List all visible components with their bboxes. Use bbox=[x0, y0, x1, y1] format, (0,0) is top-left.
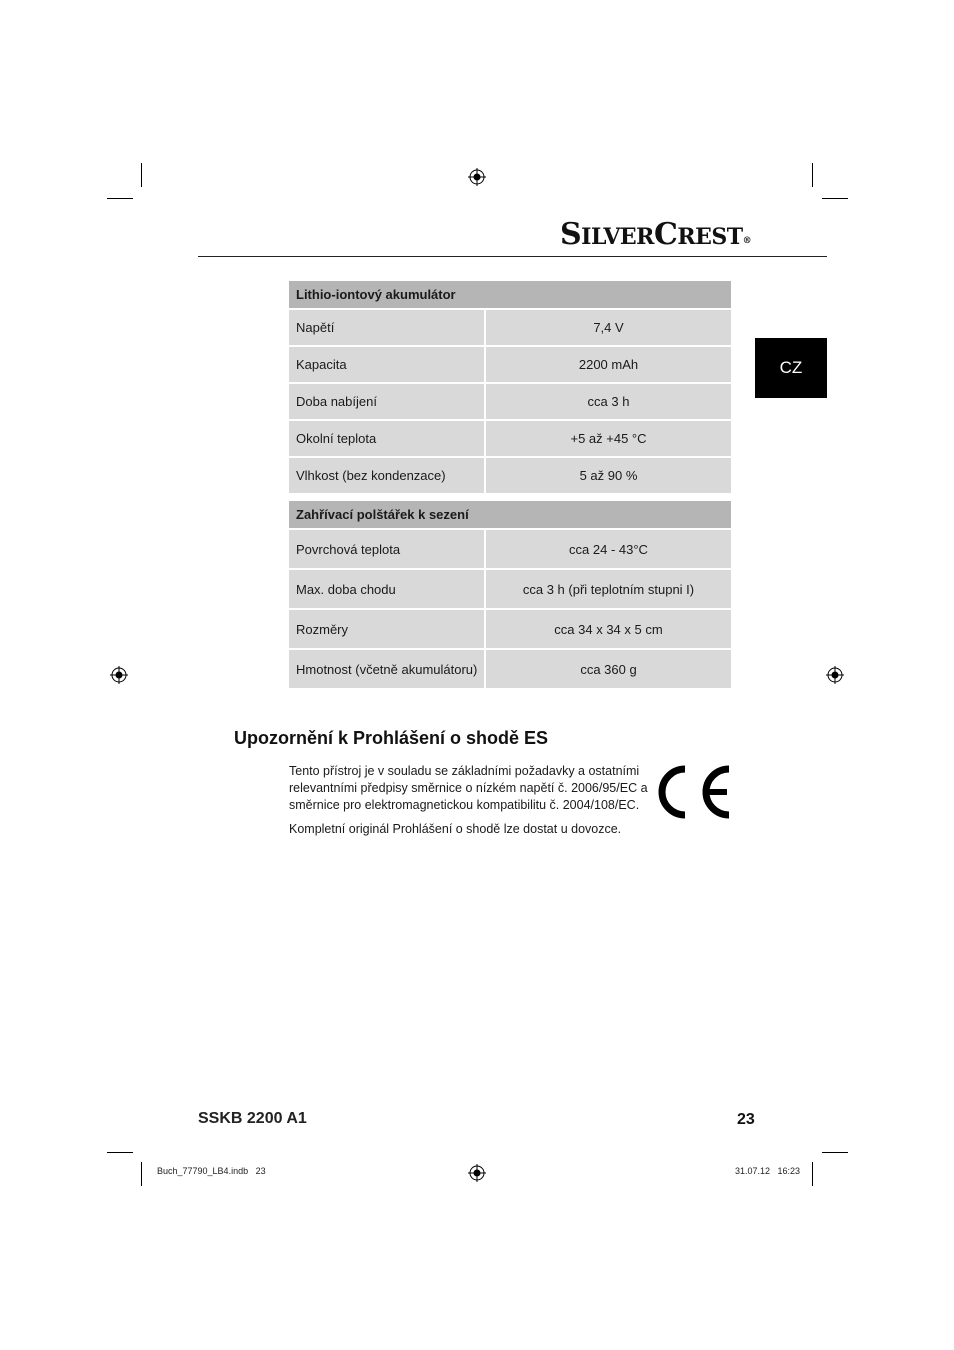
conformity-paragraph: Tento přístroj je v souladu se základními požadavky a ostatními relevantními předpisy směrnice o nízkém napětí č. 2006/95/EC a směrnice pro elektromagnetickou kompatibilitu č. 2004/108/EC. bbox=[289, 764, 648, 812]
table-row bbox=[289, 421, 731, 458]
ce-mark-icon bbox=[655, 763, 733, 821]
spec-label: Napětí bbox=[289, 310, 484, 347]
table-header-row bbox=[289, 281, 731, 310]
logo-text: REST bbox=[677, 224, 743, 250]
spec-label: Rozměry bbox=[289, 610, 484, 650]
section-heading: Upozornění k Prohlášení o shodě ES bbox=[234, 728, 549, 748]
crop-mark bbox=[107, 198, 133, 199]
registration-mark-icon bbox=[468, 1164, 486, 1182]
spec-value: 5 až 90 % bbox=[484, 458, 731, 495]
slug-file: Buch_77790_LB4.indb 23 bbox=[157, 1166, 266, 1176]
crop-mark bbox=[822, 1152, 848, 1153]
slug-date: 31.07.12 16:23 bbox=[735, 1166, 801, 1176]
crop-mark bbox=[822, 198, 848, 199]
crop-mark bbox=[812, 163, 813, 187]
conformity-paragraph: Kompletní originál Prohlášení o shodě lze dostat u dovozce. bbox=[289, 822, 622, 836]
heating-pad-spec-table bbox=[289, 501, 731, 690]
registration-mark-icon bbox=[468, 168, 486, 186]
spec-value: +5 až +45 °C bbox=[484, 421, 731, 458]
crop-mark bbox=[107, 1152, 133, 1153]
table-row bbox=[289, 570, 731, 610]
table-header: Lithio-iontový akumulátor bbox=[289, 281, 731, 310]
table-row bbox=[289, 310, 731, 347]
header-rule bbox=[198, 256, 827, 257]
spec-label: Max. doba chodu bbox=[289, 570, 484, 610]
spec-label: Okolní teplota bbox=[289, 421, 484, 458]
spec-label: Doba nabíjení bbox=[289, 384, 484, 421]
table-row bbox=[289, 347, 731, 384]
spec-value: 7,4 V bbox=[484, 310, 731, 347]
brand-logo bbox=[560, 218, 760, 252]
spec-value: cca 360 g bbox=[484, 650, 731, 690]
registration-mark-icon bbox=[110, 666, 128, 684]
crop-mark bbox=[141, 163, 142, 187]
table-row bbox=[289, 610, 731, 650]
spec-label: Vlhkost (bez kondenzace) bbox=[289, 458, 484, 495]
logo-letter: C bbox=[653, 217, 678, 252]
logo-letter: S bbox=[560, 217, 582, 252]
language-tab bbox=[755, 338, 827, 398]
spec-value: cca 24 - 43°C bbox=[484, 530, 731, 570]
table-row bbox=[289, 458, 731, 495]
spec-value: cca 3 h bbox=[484, 384, 731, 421]
footer-model: SSKB 2200 A1 bbox=[198, 1110, 307, 1127]
spec-label: Povrchová teplota bbox=[289, 530, 484, 570]
table-row bbox=[289, 530, 731, 570]
spec-value: cca 3 h (při teplotním stupni I) bbox=[484, 570, 731, 610]
logo-registered: ® bbox=[742, 236, 752, 246]
registration-mark-icon bbox=[826, 666, 844, 684]
table-row bbox=[289, 650, 731, 690]
spec-value: cca 34 x 34 x 5 cm bbox=[484, 610, 731, 650]
spec-label: Kapacita bbox=[289, 347, 484, 384]
crop-mark bbox=[812, 1162, 813, 1186]
spec-value: 2200 mAh bbox=[484, 347, 731, 384]
crop-mark bbox=[141, 1162, 142, 1186]
table-header: Zahřívací polštářek k sezení bbox=[289, 501, 731, 530]
battery-spec-table bbox=[289, 281, 731, 495]
table-row bbox=[289, 384, 731, 421]
spec-label: Hmotnost (včetně akumulátoru) bbox=[289, 650, 484, 690]
logo-text: ILVER bbox=[581, 224, 654, 250]
table-header-row bbox=[289, 501, 731, 530]
page-number: 23 bbox=[737, 1111, 755, 1128]
language-tab-label: CZ bbox=[779, 358, 803, 377]
